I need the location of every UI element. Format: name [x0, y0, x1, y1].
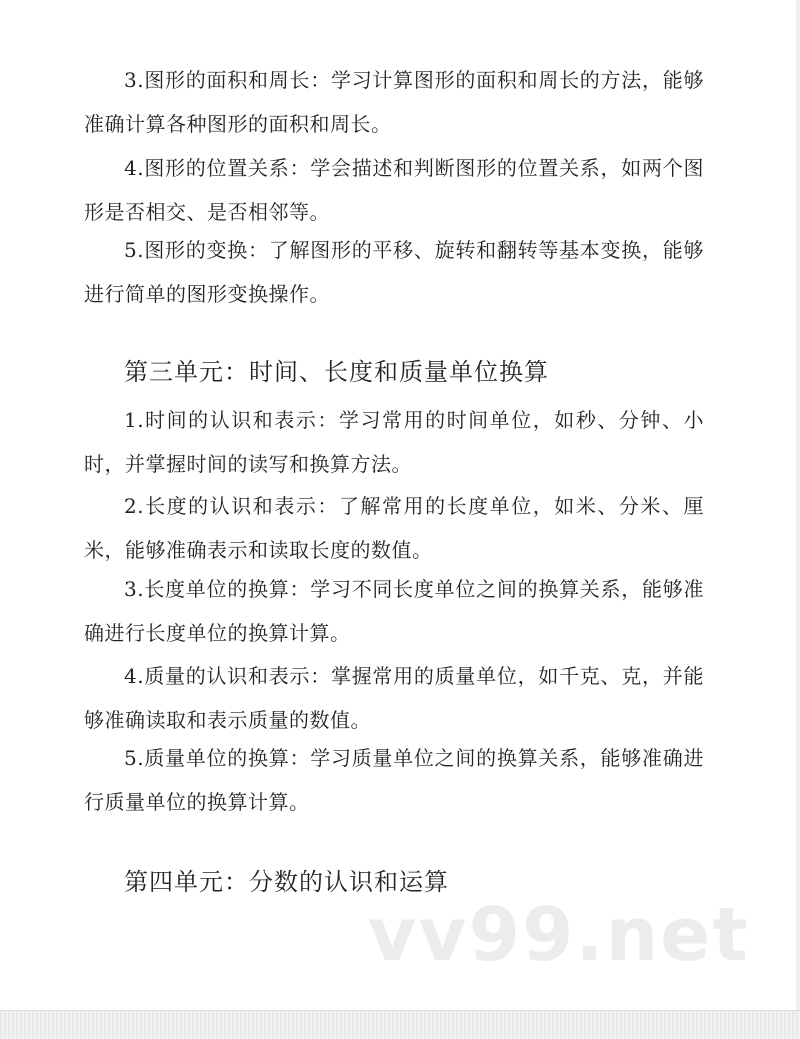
section-three-heading: 第三单元：时间、长度和质量单位换算 — [124, 358, 549, 386]
page-separator — [0, 1010, 800, 1039]
section-two-item-5: 5.图形的变换：了解图形的平移、旋转和翻转等基本变换，能够进行简单的图形变换操作。 — [84, 238, 704, 306]
section-two-item-3: 3.图形的面积和周长：学习计算图形的面积和周长的方法，能够准确计算各种图形的面积和周长。 — [84, 68, 704, 136]
section-four-heading: 第四单元：分数的认识和运算 — [124, 868, 449, 896]
page-edge — [796, 0, 800, 1010]
section-two-item-4: 4.图形的位置关系：学会描述和判断图形的位置关系，如两个图形是否相交、是否相邻等。 — [84, 156, 704, 224]
section-three-item-1: 1.时间的认识和表示：学习常用的时间单位，如秒、分钟、小时，并掌握时间的读写和换算方法。 — [84, 408, 704, 476]
section-three-item-5: 5.质量单位的换算：学习质量单位之间的换算关系，能够准确进行质量单位的换算计算。 — [84, 746, 704, 814]
watermark-text: vv99.net — [368, 892, 750, 978]
section-three-item-4: 4.质量的认识和表示：掌握常用的质量单位，如千克、克，并能够准确读取和表示质量的数值。 — [84, 664, 704, 732]
section-three-item-3: 3.长度单位的换算：学习不同长度单位之间的换算关系，能够准确进行长度单位的换算计算。 — [84, 577, 704, 645]
section-three-item-2: 2.长度的认识和表示：了解常用的长度单位，如米、分米、厘米，能够准确表示和读取长度的数值。 — [84, 494, 704, 562]
